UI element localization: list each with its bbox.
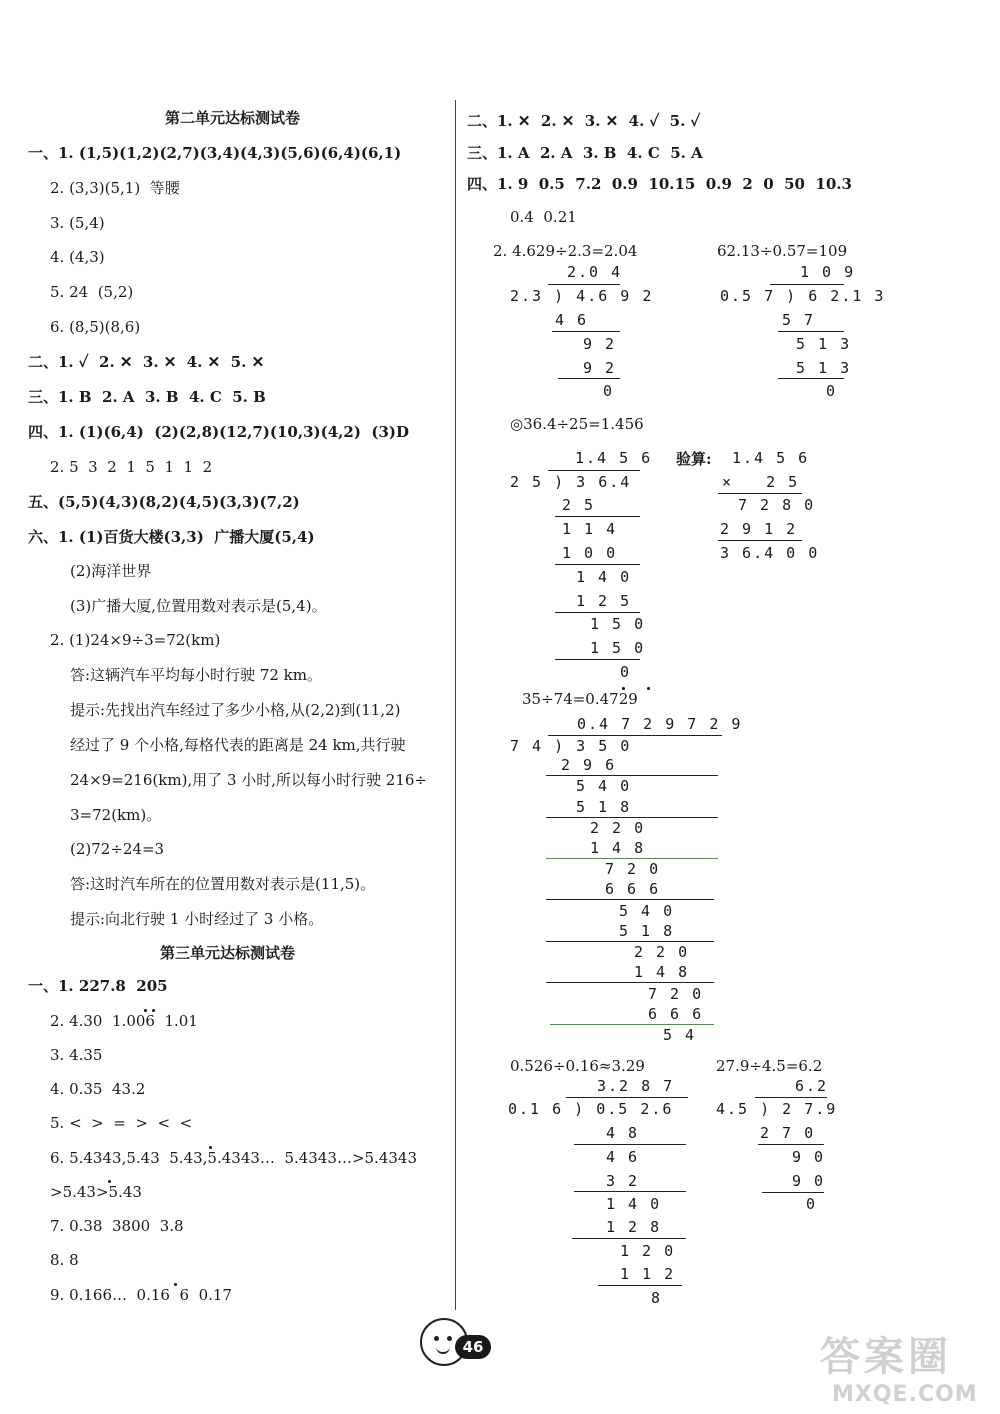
recurring-dot: [622, 687, 625, 690]
remainder: 0: [620, 663, 632, 681]
quotient: 1 0 9: [800, 263, 856, 281]
answer-line: 一、1. (1,5)(1,2)(2,7)(3,4)(4,3)(5,6)(6,4)(6,1): [28, 144, 402, 162]
equation: 2. 4.629÷2.3=2.04: [493, 242, 638, 260]
recurring-dot: [647, 687, 650, 690]
answer-line: 2. 4.30 1.006 1.01: [50, 1012, 198, 1030]
step-line: [718, 493, 802, 494]
answer-line: 2. (1)24×9÷3=72(km): [50, 631, 221, 649]
step-row: 1 4 0: [606, 1195, 662, 1213]
answer-line: 四、1. (1)(6,4) (2)(2,8)(12,7)(10,3)(4,2) (3)D: [28, 423, 409, 441]
vertical-divider: [455, 100, 456, 1310]
hint-line: 经过了 9 个小格,每格代表的距离是 24 km,共行驶: [70, 736, 406, 754]
answer-line: 四、1. 9 0.5 7.2 0.9 10.15 0.9 2 0 50 10.3: [467, 175, 852, 193]
answer-line: (2)海洋世界: [70, 562, 152, 580]
step-line: [555, 659, 640, 660]
answer-line: 六、1. (1)百货大楼(3,3) 广播大厦(5,4): [28, 528, 315, 546]
dividend-row: 2.3 ) 4.6 9 2: [510, 287, 654, 305]
answer-line: 3. (5,4): [50, 214, 105, 232]
step-row: 1 2 0: [620, 1242, 676, 1260]
step-line: [574, 1144, 686, 1145]
step-line: [546, 775, 718, 776]
answer-line: >5.43>5.43: [50, 1183, 142, 1201]
step-line: [546, 899, 714, 900]
step-row: 5 1 8: [576, 798, 632, 816]
step-line: [572, 1238, 686, 1239]
answer-line: 三、1. B 2. A 3. B 4. C 5. B: [28, 388, 266, 406]
remainder: 0: [603, 382, 615, 400]
step-row: 7 2 0: [648, 985, 704, 1003]
page-number: 46: [455, 1335, 491, 1359]
answer-line: 4. (4,3): [50, 248, 105, 266]
division-bar: [548, 284, 620, 285]
division-bar: [548, 735, 722, 736]
division-bar: [770, 284, 844, 285]
answer-line: 2. (3,3)(5,1) 等腰: [50, 179, 180, 197]
step-line: [778, 378, 844, 379]
answer-line: 4. 0.35 43.2: [50, 1080, 146, 1098]
answer-line: 答:这辆汽车平均每小时行驶 72 km。: [70, 666, 322, 684]
step-line: [718, 540, 802, 541]
step-row: 7 2 0: [605, 860, 661, 878]
step-row: 5 7: [782, 311, 816, 329]
recurring-dot: [108, 1180, 111, 1183]
answer-line: 0.4 0.21: [510, 208, 577, 226]
division-bar: [548, 470, 640, 471]
hint-line: 3=72(km)。: [70, 806, 162, 824]
answer-line: 8. 8: [50, 1251, 79, 1269]
recurring-dot: [144, 1009, 147, 1012]
watermark-cn: 答案圈: [820, 1334, 952, 1380]
step-line: [758, 1144, 824, 1145]
step-row: 4 8: [606, 1124, 640, 1142]
equation: 27.9÷4.5=6.2: [716, 1057, 823, 1075]
step-line: [546, 858, 718, 859]
multiplier: × 2 5: [722, 473, 800, 491]
step-row: 5 4 0: [619, 902, 675, 920]
equation: 62.13÷0.57=109: [717, 242, 848, 260]
unit2-title: 第二单元达标测试卷: [165, 109, 301, 127]
step-row: 6 6 6: [648, 1005, 704, 1023]
step-line: [555, 516, 640, 517]
answer-line: 7. 0.38 3800 3.8: [50, 1217, 184, 1235]
watermark: [820, 1325, 978, 1407]
step-row: 2 9 6: [561, 756, 617, 774]
step-row: 9 2: [583, 359, 617, 377]
quotient: 3.2 8 7: [597, 1077, 675, 1095]
partial-product: 2 9 1 2: [720, 520, 798, 538]
step-row: 2 7 0: [760, 1124, 816, 1142]
division-bar: [566, 1097, 688, 1098]
step-row: 2 5: [562, 496, 596, 514]
step-line: [555, 612, 640, 613]
step-row: 1 2 8: [606, 1218, 662, 1236]
answer-line: 二、1. ✕ 2. ✕ 3. ✕ 4. ✓ 5. ✓: [467, 112, 701, 130]
answer-line: 3. 4.35: [50, 1046, 103, 1064]
dividend-row: 0.1 6 ) 0.5 2.6: [508, 1100, 674, 1118]
step-row: 2 2 0: [590, 819, 646, 837]
recurring-dot: [174, 1283, 177, 1286]
step-line: [762, 1192, 824, 1193]
equation: 0.526÷0.16≈3.29: [510, 1057, 645, 1075]
step-row: 4 6: [555, 311, 589, 329]
step-line: [555, 564, 640, 565]
step-row: 9 2: [583, 335, 617, 353]
answer-line: 三、1. A 2. A 3. B 4. C 5. A: [467, 144, 703, 162]
step-row: 9 0: [792, 1148, 826, 1166]
step-row: 3 2: [606, 1172, 640, 1190]
step-row: 1 5 0: [590, 615, 646, 633]
step-line: [552, 331, 620, 332]
division-bar: [755, 1097, 827, 1098]
step-row: 1 2 5: [576, 592, 632, 610]
quotient: 1.4 5 6: [575, 449, 653, 467]
dividend-row: 7 4 ) 3 5 0: [510, 737, 632, 755]
remainder: 0: [826, 382, 838, 400]
answer-line: 9. 0.166… 0.16 6 0.17: [50, 1286, 232, 1304]
dividend-row: 0.5 7 ) 6 2.1 3: [720, 287, 886, 305]
answer-line: 二、1. ✓ 2. ✕ 3. ✕ 4. ✕ 5. ✕: [28, 353, 265, 371]
step-row: 6 6 6: [605, 880, 661, 898]
step-row: 5 1 3: [796, 359, 852, 377]
check-label: 验算:: [676, 450, 712, 468]
remainder: 0: [806, 1195, 818, 1213]
hint-line: 24×9=216(km),用了 3 小时,所以每小时行驶 216÷: [70, 771, 427, 789]
equation: ◎36.4÷25=1.456: [510, 415, 644, 433]
recurring-dot: [209, 1146, 212, 1149]
partial-product: 7 2 8 0: [738, 496, 816, 514]
unit3-title: 第三单元达标测试卷: [160, 944, 296, 962]
step-row: 1 5 0: [590, 639, 646, 657]
quotient: 0.4 7 2 9 7 2 9: [577, 715, 743, 733]
step-row: 1 4 8: [590, 839, 646, 857]
step-line: [546, 941, 714, 942]
step-row: 5 1 8: [619, 922, 675, 940]
remainder: 8: [651, 1289, 663, 1307]
hint-line: 提示:向北行驶 1 小时经过了 3 小格。: [70, 910, 324, 928]
step-row: 2 2 0: [634, 943, 690, 961]
answer-line: 一、1. 227.8 205: [28, 977, 168, 995]
step-row: 1 4 8: [634, 963, 690, 981]
step-row: 1 1 4: [562, 520, 618, 538]
step-row: 1 1 2: [620, 1265, 676, 1283]
dividend-row: 2 5 ) 3 6.4: [510, 473, 632, 491]
multiplicand: 1.4 5 6: [732, 449, 810, 467]
step-row: 5 4 0: [576, 777, 632, 795]
hint-line: 提示:先找出汽车经过了多少小格,从(2,2)到(11,2): [70, 701, 401, 719]
answer-line: 5. < > = > < <: [50, 1114, 193, 1132]
step-row: 9 0: [792, 1172, 826, 1190]
step-line: [550, 1024, 714, 1025]
answer-line: 5. 24 (5,2): [50, 283, 134, 301]
equation: 35÷74=0.4729: [522, 690, 638, 708]
step-row: 5 1 3: [796, 335, 852, 353]
answer-line: (3)广播大厦,位置用数对表示是(5,4)。: [70, 597, 327, 615]
remainder: 5 4: [663, 1026, 697, 1044]
answer-line: 五、(5,5)(4,3)(8,2)(4,5)(3,3)(7,2): [28, 493, 300, 511]
answer-line: 6. 5.4343,5.43 5.43,5.4343… 5.4343…>5.4343: [50, 1149, 417, 1167]
answer-line: 6. (8,5)(8,6): [50, 318, 141, 336]
answer-line: 2. 5 3 2 1 5 1 1 2: [50, 458, 213, 476]
product: 3 6.4 0 0: [720, 544, 820, 562]
step-line: [778, 331, 844, 332]
quotient: 6.2: [795, 1077, 829, 1095]
answer-line: (2)72÷24=3: [70, 840, 165, 858]
step-row: 1 0 0: [562, 544, 618, 562]
step-line: [546, 982, 714, 983]
dividend-row: 4.5 ) 2 7.9: [716, 1100, 838, 1118]
quotient: 2.0 4: [567, 263, 623, 281]
step-line: [558, 378, 620, 379]
watermark-en: MXQE.COM: [832, 1382, 978, 1407]
step-line: [574, 1191, 686, 1192]
step-line: [598, 1285, 682, 1286]
answer-line: 答:这时汽车所在的位置用数对表示是(11,5)。: [70, 875, 376, 893]
step-row: 1 4 0: [576, 568, 632, 586]
step-row: 4 6: [606, 1148, 640, 1166]
step-line: [546, 817, 718, 818]
recurring-dot: [152, 1009, 155, 1012]
